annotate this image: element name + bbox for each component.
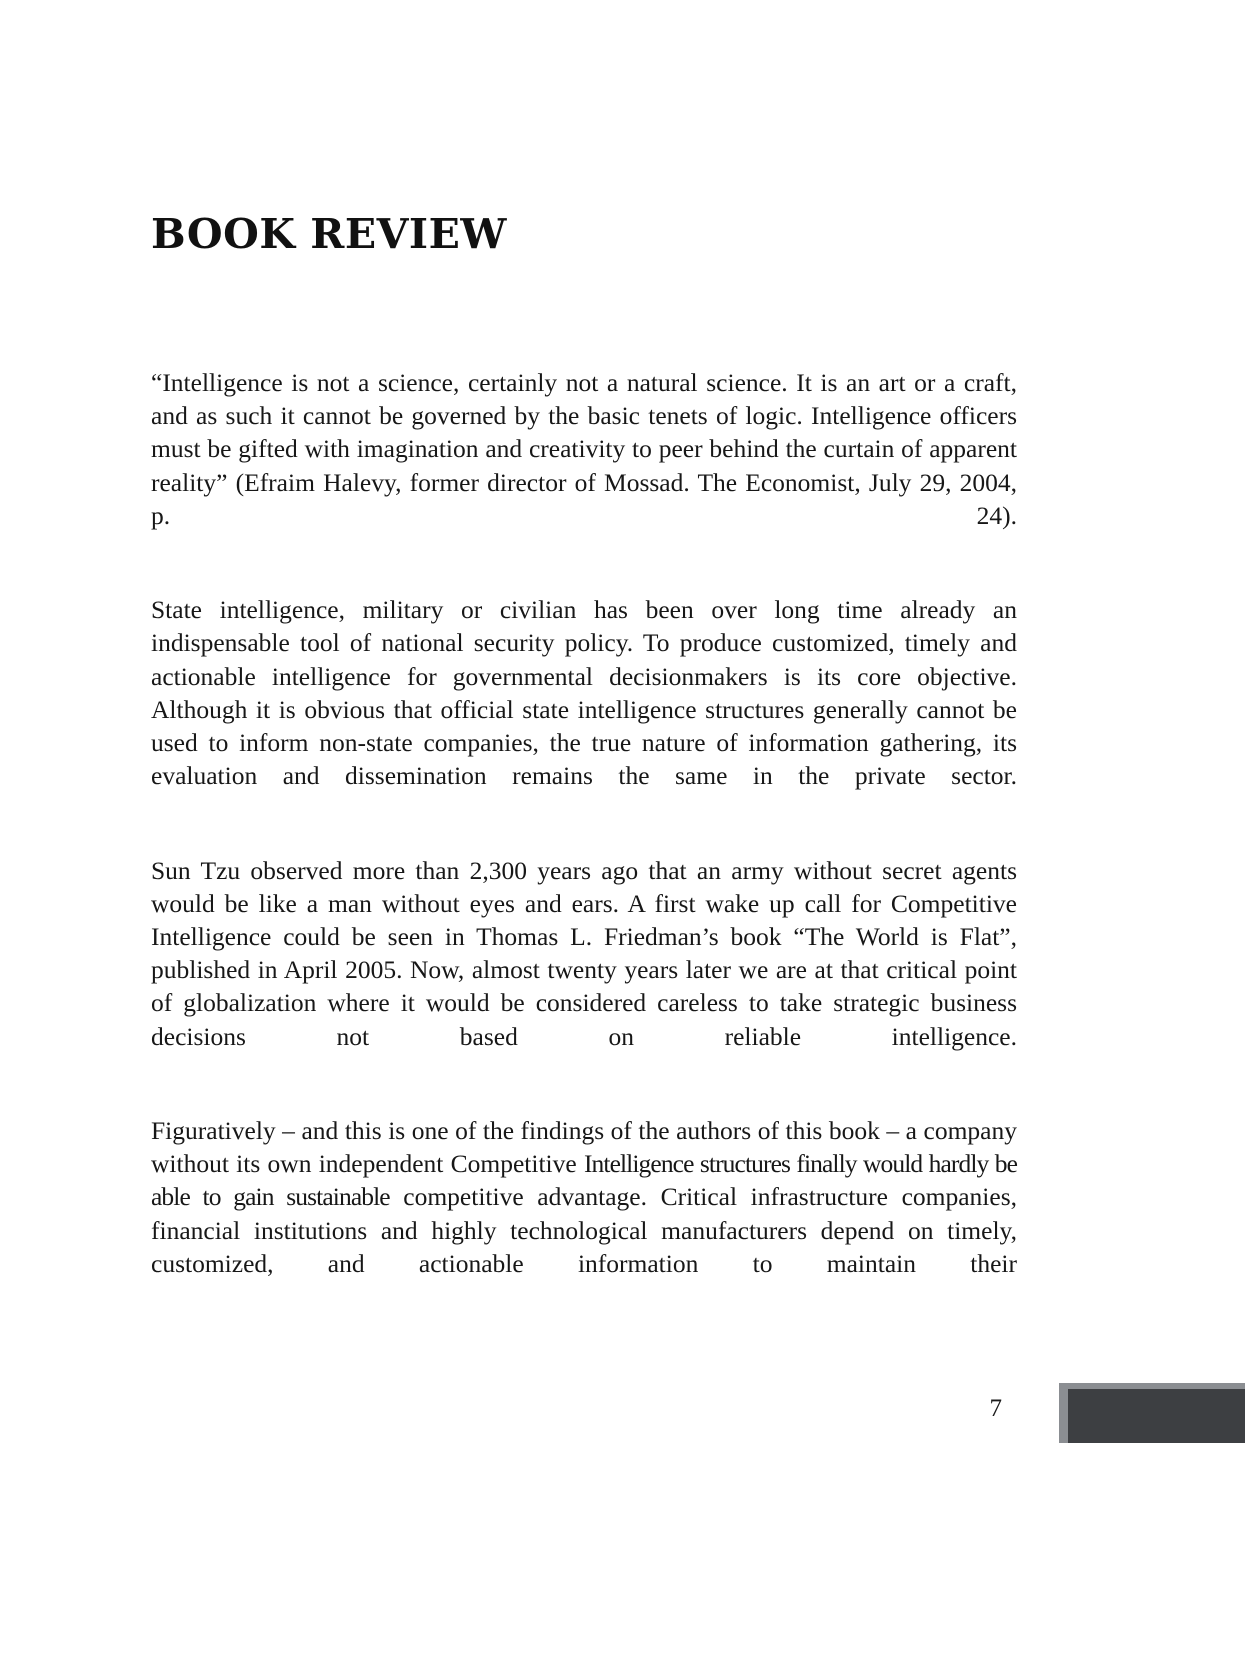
page-title: BOOK REVIEW [151,210,507,259]
page-number: 7 [989,1395,1002,1422]
paragraph-state-intelligence: State intelligence, military or civilian has been over long time already an indispensable tool of national security policy. To produce customized, timely and actionable intelligence for governmental decisionmakers is its core objective. Although it is obvious that official state intelligence structures generally cannot be used to inform non-state companies, the true nature of information gathering, its evaluation and dissemination remains the same in the private sector. [151,595,1017,791]
body-text-column [151,366,1017,1313]
paragraph-figuratively-line-group-2: competitive advantage. Critical infrastructure companies, financial institutions and highly technological manufacturers depend on timely, customized, and actionable information to maintain their [151,1182,1017,1278]
paragraph-figuratively-tight-line: Intelligence structures finally would hardly be able to gain sustainable [151,1149,1017,1212]
paragraph-figuratively-line-group-1: Figuratively – and this is one of the findings of the authors of this book – a company without its own independent Competitive [151,1116,1017,1179]
paragraph-figuratively [151,1114,1017,1313]
thumb-index-tab-fill [1068,1389,1245,1443]
paragraph-epigraph-quote: “Intelligence is not a science, certainly not a natural science. It is an art or a craft, and as such it cannot be governed by the basic tenets of logic. Intelligence officers must be gifted with imagination and creativity to peer behind the curtain of apparent reality” (Efraim Halevy, former director of Mossad. The Economist, July 29, 2004, p. 24). [151,368,1017,530]
thumb-index-tab [1059,1383,1245,1443]
paragraph-sun-tzu: Sun Tzu observed more than 2,300 years ago that an army without secret agents would be like a man without eyes and ears. A first wake up call for Competitive Intelligence could be seen in Thomas L. Friedman’s book “The World is Flat”, published in April 2005. Now, almost twenty years later we are at that critical point of globalization where it would be considered careless to take strategic business decisions not based on reliable intelligence. [151,855,1017,1051]
